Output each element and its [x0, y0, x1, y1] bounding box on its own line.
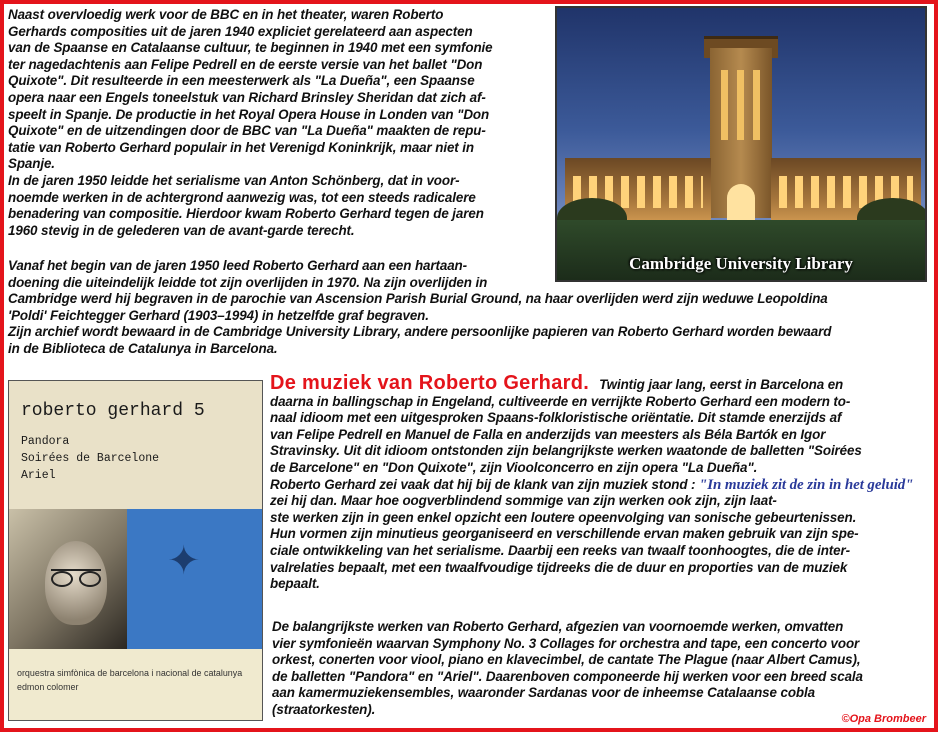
text-line: Vanaf het begin van de jaren 1950 leed Roberto Gerhard aan een hartaan-: [8, 258, 467, 273]
text-line: Spanje.: [8, 156, 55, 172]
text-line: naal idioom met een uitgesproken Spaans-folkloristische oriëntatie. Dit stamde enerzijds af: [270, 410, 842, 426]
quote-after: zei hij dan. Maar hoe oogverblindend sommige van zijn werken ook zijn, zijn laat-: [270, 493, 777, 509]
text-line: daarna in ballingschap in Engeland, cultiveerde en verrijkte Roberto Gerhard een modern to-: [270, 393, 851, 409]
library-photo: [555, 6, 927, 282]
text-line: van de Spaanse en Catalaanse cultuur, te beginnen in 1940 met een symfonie: [8, 40, 493, 56]
text-line: opera naar een Engels toneelstuk van Richard Brinsley Sheridan dat zich af-: [8, 89, 486, 105]
biography-paragraph: [8, 258, 832, 358]
album-cover: [8, 380, 263, 721]
text-line: tatie van Roberto Gerhard populair in het Verenigd Koninkrijk, maar niet in: [8, 139, 474, 155]
text-line: 'Poldi' Feichtegger Gerhard (1903–1994) in hetzelfde graf begraven.: [8, 307, 429, 323]
text-line: doening die uiteindelijk leidde tot zijn overlijden in 1970. Na zijn overlijden in: [8, 274, 488, 290]
quote-text: "In muziek zit de zin in het geluid": [699, 476, 914, 493]
tower-window: [737, 70, 744, 140]
album-title: roberto gerhard 5: [21, 401, 205, 421]
text-line: bepaalt.: [270, 576, 320, 592]
album-work: Pandora: [21, 435, 70, 448]
text-line: 1960 stevig in de gelederen van de avant-garde terecht.: [8, 222, 355, 238]
quote-intro: Roberto Gerhard zei vaak dat hij bij de klank van zijn muziek stond :: [270, 476, 700, 492]
text-line: de balletten "Pandora" en "Ariel". Daarenboven componeerde hij werken voor een breed scala: [272, 668, 863, 684]
text-line: Cambridge werd hij begraven in de parochie van Ascension Parish Burial Ground, na haar overlijden werd zijn weduwe Leopoldina: [8, 291, 828, 307]
text-line: van Felipe Pedrell en Manuel de Falla en anderzijds van meesters als Béla Bartók en Igor: [270, 426, 826, 442]
text-line: benadering van compositie. Hierdoor kwam Roberto Gerhard tegen de jaren: [8, 206, 484, 222]
music-section: [270, 372, 920, 593]
album-conductor: edmon colomer: [17, 682, 79, 693]
text-line: aan kamermuziekensembles, waaronder Sardanas voor de inheemse Catalaanse cobla: [272, 685, 815, 701]
copyright-credit: ©Opa Brombeer: [841, 713, 926, 725]
text-line: noemde werken in de achtergrond aanwezig was, tot een steeds radicalere: [8, 189, 476, 205]
text-line: orkest, conerten voor viool, piano en klavecimbel, de cantate The Plague (naar Albert Camus),: [272, 652, 861, 668]
star-icon: ✦: [167, 539, 201, 583]
photo-caption: Cambridge University Library: [629, 254, 853, 273]
text-line: ter nagedachtenis aan Felipe Pedrell en de eerste versie van het ballet "Don: [8, 56, 483, 72]
text-line: de Barcelone" en "Don Quixote", zijn Vioolconcerro en zijn opera "La Dueña".: [270, 459, 758, 475]
album-work: Soirées de Barcelone: [21, 452, 160, 465]
text-line: (straatorkesten).: [272, 701, 376, 717]
album-works: [21, 433, 159, 484]
text-line: Quixote" en de uitzendingen door de BBC van "La Dueña" maakten de repu-: [8, 123, 486, 139]
tower-window: [753, 70, 760, 140]
text-line: vier symfonieën waarvan Symphony No. 3 Collages for orchestra and tape, een concerto voor: [272, 635, 860, 651]
section-heading: De muziek van Roberto Gerhard.: [270, 372, 590, 394]
text-line: ste werken zijn in geen enkel opzicht een loutere opeenvolging van sonische gebeurtenissen.: [270, 509, 857, 525]
text-line: in de Biblioteca de Catalunya in Barcelona.: [8, 340, 278, 356]
text-line: Hun vormen zijn minutieus georganiseerd en verschillende ervan maken gebruik van zijn spe-: [270, 526, 859, 542]
text-line: ciale ontwikkeling van het serialisme. Daarbij een reeks van twaalf toonhoogtes, die de inter-: [270, 542, 850, 558]
quote-line: [270, 477, 920, 510]
text-line: speelt in Spanje. De productie in het Royal Opera House in Londen van "Don: [8, 106, 490, 122]
text-line: Gerhards composities uit de jaren 1940 expliciet gerelateerd aan aspecten: [8, 23, 473, 39]
tower-window: [721, 70, 728, 140]
text-line: In de jaren 1950 leidde het serialisme van Anton Schönberg, dat in voor-: [8, 172, 460, 188]
glasses-icon: [51, 569, 101, 583]
album-orchestra: orquestra simfònica de barcelona i nacional de catalunya: [17, 668, 243, 679]
works-paragraph: [272, 619, 924, 719]
intro-paragraph: [8, 7, 548, 239]
text-line: Zijn archief wordt bewaard in de Cambridge University Library, andere persoonlijke papieren van Roberto Gerhard worden bewaard: [8, 324, 832, 340]
text-line: Stravinsky. Uit dit idioom ontstonden zijn belangrijkste werken waatonde de balletten "Soirées: [270, 443, 862, 459]
text-line: [270, 372, 920, 394]
text-line: Quixote". Dit resulteerde in een meesterwerk als "La Dueña", een Spaanse: [8, 73, 475, 89]
text-line: Naast overvloedig werk voor de BBC en in het theater, waren Roberto: [8, 7, 444, 22]
text-span: Twintig jaar lang, eerst in Barcelona en: [599, 377, 844, 392]
album-work: Ariel: [21, 469, 56, 482]
text-line: De balangrijkste werken van Roberto Gerhard, afgezien van voornoemde werken, omvatten: [272, 619, 844, 634]
album-credits: [17, 667, 245, 695]
text-line: valrelaties bepaalt, met een twaalfvoudige tijdreeks die de duur en proporties van de muziek: [270, 559, 848, 575]
